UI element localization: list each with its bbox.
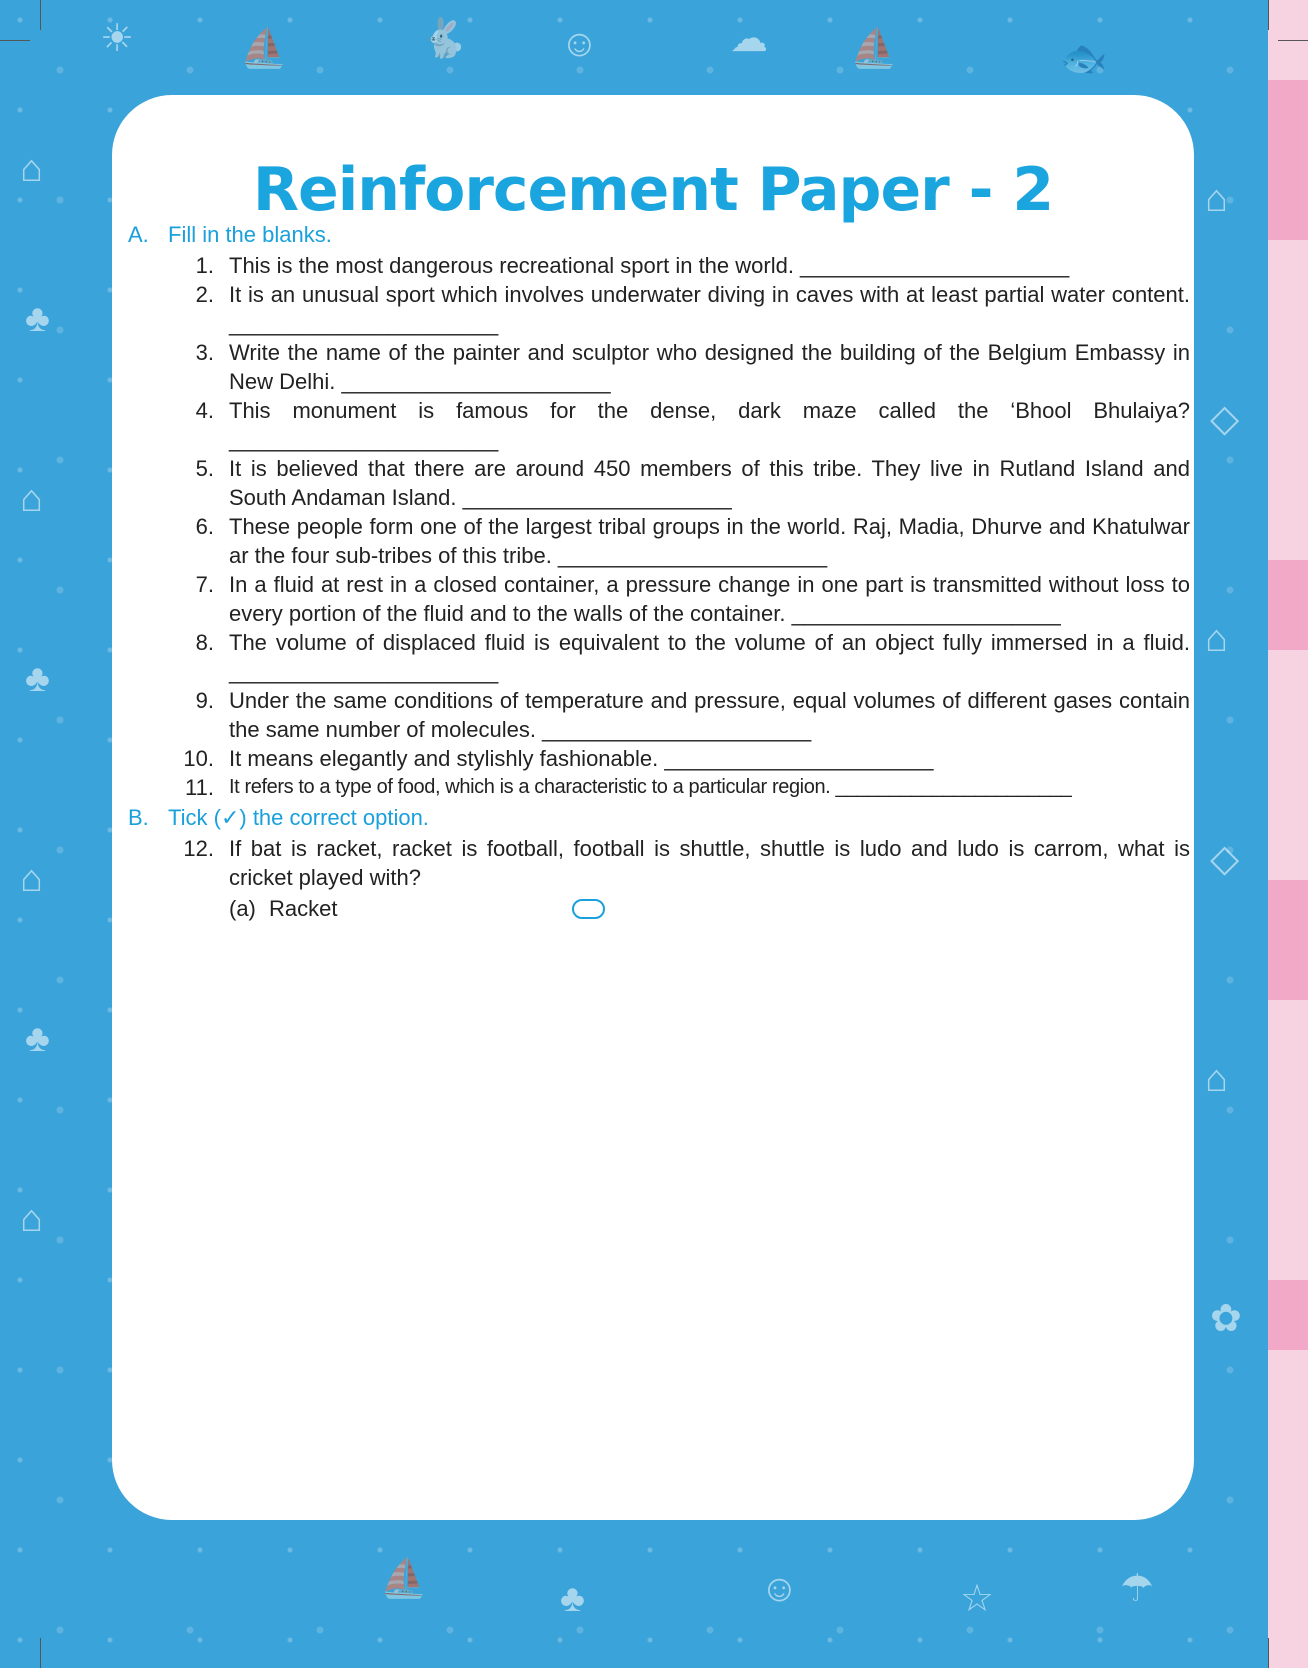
boat-icon: ⛵ xyxy=(240,28,288,70)
options-group: (a) Racket xyxy=(128,894,1190,952)
worksheet-content xyxy=(128,222,1190,952)
question: 5. It is believed that there are around 450 members of this tribe. They live in Rutland Island and South Andaman Island. ______________________ xyxy=(195,456,1190,510)
flower-icon: ✿ xyxy=(1210,1298,1242,1340)
question: 12. If bat is racket, racket is football, football is shuttle, shuttle is ludo and ludo is carrom, what is cricket played with? xyxy=(183,836,1190,890)
fish-icon: 🐟 xyxy=(1060,38,1108,80)
child-icon: ☺ xyxy=(760,1568,799,1610)
kite-icon: ◇ xyxy=(1210,398,1240,440)
question: 9. Under the same conditions of temperature and pressure, equal volumes of different gases contain the same number of molecules. ______________________ xyxy=(195,688,1190,742)
rabbit-icon: 🐇 xyxy=(420,18,468,60)
house-icon: ⌂ xyxy=(1205,618,1228,660)
page-edge-strip xyxy=(1268,0,1308,1668)
section-a-heading: A. Fill in the blanks. xyxy=(128,222,332,247)
house-icon: ⌂ xyxy=(1205,178,1228,220)
umbrella-icon: ☂ xyxy=(1120,1568,1155,1610)
question: 8. The volume of displaced fluid is equivalent to the volume of an object fully immersed in a fluid. ______________________ xyxy=(195,630,1190,684)
child-icon: ☺ xyxy=(560,23,599,65)
house-icon: ⌂ xyxy=(20,858,43,900)
question: 11. It refers to a type of food, which is a characteristic to a particular region. ______________________ xyxy=(185,775,1072,800)
cloud-icon: ☁ xyxy=(730,18,768,60)
worksheet-card xyxy=(112,95,1194,1520)
question: 1. This is the most dangerous recreational sport in the world. ______________________ xyxy=(195,253,1070,278)
question: 4. This monument is famous for the dense, dark maze called the ‘Bhool Bhulaiya? ______________________ xyxy=(195,398,1190,452)
star-icon: ☆ xyxy=(960,1578,995,1620)
crop-mark xyxy=(40,1638,41,1668)
house-icon: ⌂ xyxy=(20,148,43,190)
tick-box[interactable] xyxy=(572,899,605,919)
tree-icon: ♣ xyxy=(25,298,50,340)
crop-mark xyxy=(1278,40,1308,41)
boat-icon: ⛵ xyxy=(850,28,898,70)
kite-icon: ◇ xyxy=(1210,838,1240,880)
crop-mark xyxy=(1268,1638,1269,1668)
sun-icon: ☀ xyxy=(100,18,135,60)
section-b-heading: B. Tick (✓) the correct option. xyxy=(128,805,429,830)
question: 7. In a fluid at rest in a closed container, a pressure change in one part is transmitted without loss to every portion of the fluid and to the walls of the container. ______________________ xyxy=(195,572,1190,626)
house-icon: ⌂ xyxy=(20,1198,43,1240)
crop-mark xyxy=(0,40,30,41)
tree-icon: ♣ xyxy=(25,1018,50,1060)
question: 10. It means elegantly and stylishly fashionable. ______________________ xyxy=(183,746,934,771)
question: 6. These people form one of the largest tribal groups in the world. Raj, Madia, Dhurve and Khatulwar ar the four sub-tribes of this tribe. ______________________ xyxy=(195,514,1190,568)
crop-mark xyxy=(40,0,41,30)
house-icon: ⌂ xyxy=(1205,1058,1228,1100)
boat-icon: ⛵ xyxy=(380,1558,428,1600)
crop-mark xyxy=(1268,0,1269,30)
question: 3. Write the name of the painter and sculptor who designed the building of the Belgium Embassy in New Delhi. ______________________ xyxy=(195,340,1190,394)
tree-icon: ♣ xyxy=(560,1578,585,1620)
page-title: Reinforcement Paper - 2 xyxy=(252,155,1054,225)
house-icon: ⌂ xyxy=(20,478,43,520)
tree-icon: ♣ xyxy=(25,658,50,700)
question: 2. It is an unusual sport which involves underwater diving in caves with at least partial water content. ______________________ xyxy=(195,282,1190,336)
